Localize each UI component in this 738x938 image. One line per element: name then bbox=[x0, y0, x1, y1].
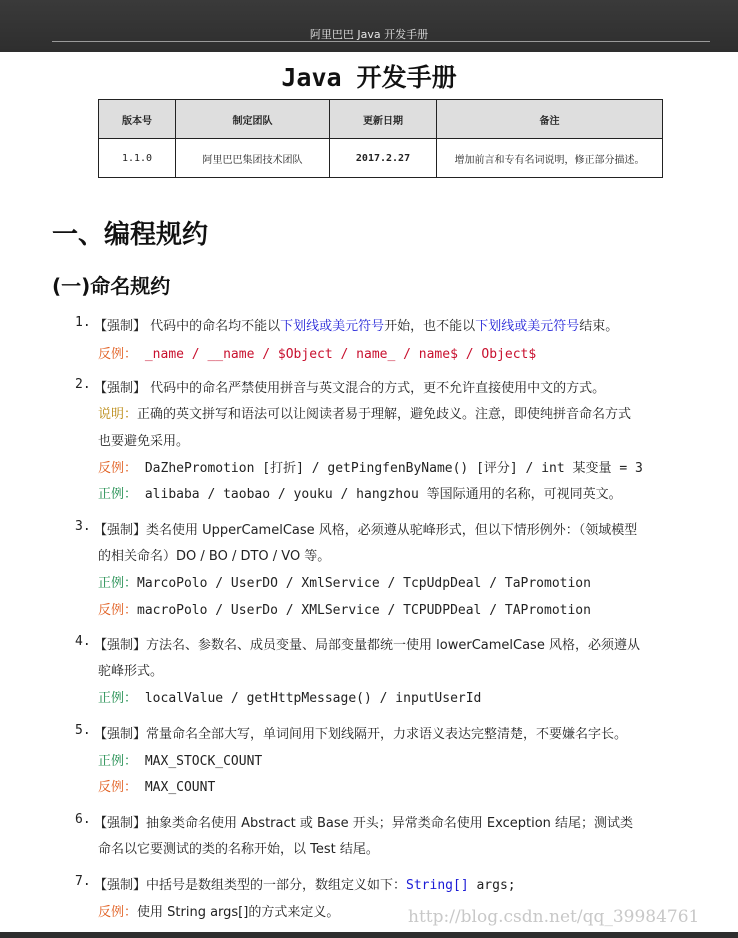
note-text: 正确的英文拼写和语法可以让阅读者易于理解，避免歧义。注意，即使纯拼音命名方式 bbox=[137, 407, 632, 422]
note-2 bbox=[98, 403, 631, 422]
rule-text: 的相关命名）DO / BO / DTO / VO 等。 bbox=[98, 549, 331, 564]
note-2-cont bbox=[98, 430, 189, 449]
counter-example-2 bbox=[98, 457, 643, 476]
header-remark: 备注 bbox=[437, 100, 663, 139]
note-label: 说明： bbox=[98, 407, 138, 422]
rule-text: 命名以它要测试的类的名称开始，以 Test 结尾。 bbox=[98, 842, 379, 857]
rule-text: 代码中的命名均不能以 bbox=[146, 319, 281, 334]
example-5 bbox=[98, 750, 262, 769]
highlight-text: 下划线或美元符号 bbox=[475, 319, 580, 334]
example-3 bbox=[98, 572, 591, 591]
rule-number: 3. bbox=[75, 519, 91, 534]
rule-number: 2. bbox=[75, 377, 91, 392]
counter-example-code: MAX_COUNT bbox=[137, 780, 216, 795]
watermark: http://blog.csdn.net/qq_39984761 bbox=[408, 907, 700, 927]
rule-text: 抽象类命名使用 Abstract 或 Base 开头；异常类命名使用 Exception 结尾；测试类 bbox=[146, 816, 634, 831]
cell-version: 1.1.0 bbox=[99, 139, 176, 178]
counter-example-code: DaZhePromotion [打折] / getPingfenByName() [评分] / int 某变量 = 3 bbox=[137, 461, 643, 476]
counter-example-label: 反例： bbox=[98, 780, 138, 795]
cell-remark: 增加前言和专有名词说明，修正部分描述。 bbox=[437, 139, 663, 178]
rule-text: 方法名、参数名、成员变量、局部变量都统一使用 lowerCamelCase 风格，必须遵从 bbox=[146, 638, 640, 653]
document-page bbox=[0, 52, 738, 932]
rule-number: 7. bbox=[75, 874, 91, 889]
header-version: 版本号 bbox=[99, 100, 176, 139]
counter-example-7 bbox=[98, 901, 339, 920]
rule-6-cont bbox=[98, 838, 379, 857]
rule-text: args; bbox=[468, 878, 516, 893]
counter-example-text: 使用 String args[]的方式来定义。 bbox=[137, 905, 340, 920]
table-row bbox=[99, 139, 663, 178]
header-date: 更新日期 bbox=[330, 100, 437, 139]
rule-number: 6. bbox=[75, 812, 91, 827]
rule-tag: 【强制】 bbox=[94, 319, 147, 334]
counter-example-3 bbox=[98, 599, 591, 618]
counter-example-label: 反例： bbox=[98, 347, 138, 362]
document-title: Java 开发手册 bbox=[281, 63, 457, 92]
rule-number: 5. bbox=[75, 723, 91, 738]
example-code: MAX_STOCK_COUNT bbox=[137, 754, 263, 769]
rule-tag: 【强制】 bbox=[94, 727, 147, 742]
table-header-row bbox=[99, 100, 663, 139]
rule-number: 4. bbox=[75, 634, 91, 649]
rule-text: 中括号是数组类型的一部分，数组定义如下： bbox=[146, 878, 407, 893]
counter-example-label: 反例： bbox=[98, 905, 138, 920]
subsection-heading: (一)命名规约 bbox=[52, 274, 171, 298]
highlight-text: 下划线或美元符号 bbox=[280, 319, 385, 334]
example-label: 正例： bbox=[98, 691, 138, 706]
rule-tag: 【强制】 bbox=[94, 523, 147, 538]
rule-tag: 【强制】 bbox=[94, 381, 147, 396]
cell-date: 2017.2.27 bbox=[330, 139, 437, 178]
rule-number: 1. bbox=[75, 315, 91, 330]
example-label: 正例： bbox=[98, 487, 138, 502]
rule-text: 常量命名全部大写，单词间用下划线隔开，力求语义表达完整清楚，不要嫌名字长。 bbox=[146, 727, 628, 742]
example-code: MarcoPolo / UserDO / XmlService / TcpUdpDeal / TaPromotion bbox=[137, 576, 591, 591]
rule-text: 结束。 bbox=[579, 319, 619, 334]
cell-team: 阿里巴巴集团技术团队 bbox=[176, 139, 330, 178]
counter-example-code: _name / __name / $Object / name_ / name$ / Object$ bbox=[137, 347, 537, 362]
note-text: 也要避免采用。 bbox=[98, 434, 190, 449]
section-heading: 一、编程规约 bbox=[52, 220, 209, 250]
rule-text: 代码中的命名严禁使用拼音与英文混合的方式，更不允许直接使用中文的方式。 bbox=[146, 381, 606, 396]
running-header: 阿里巴巴 Java 开发手册 bbox=[309, 28, 429, 41]
counter-example-label: 反例： bbox=[98, 603, 138, 618]
rule-tag: 【强制】 bbox=[94, 638, 147, 653]
example-label: 正例： bbox=[98, 754, 138, 769]
header-team: 制定团队 bbox=[176, 100, 330, 139]
header-rule bbox=[52, 41, 710, 42]
example-2 bbox=[98, 483, 622, 502]
example-code: localValue / getHttpMessage() / inputUserId bbox=[137, 691, 482, 706]
rule-tag: 【强制】 bbox=[94, 816, 147, 831]
counter-example-1 bbox=[98, 343, 536, 362]
rule-4-cont bbox=[98, 660, 163, 679]
example-4 bbox=[98, 687, 481, 706]
bottom-bar bbox=[0, 932, 738, 938]
rule-text: 开始，也不能以 bbox=[384, 319, 476, 334]
counter-example-label: 反例： bbox=[98, 461, 138, 476]
counter-example-code: macroPolo / UserDo / XMLService / TCPUDPDeal / TAPromotion bbox=[137, 603, 591, 618]
example-label: 正例： bbox=[98, 576, 138, 591]
counter-example-5 bbox=[98, 776, 215, 795]
highlight-code: String[] bbox=[406, 878, 469, 893]
version-table bbox=[98, 99, 663, 178]
example-code: alibaba / taobao / youku / hangzhou 等国际通用的名称，可视同英文。 bbox=[137, 487, 622, 502]
rule-text: 类名使用 UpperCamelCase 风格，必须遵从驼峰形式，但以下情形例外：（领域模型 bbox=[146, 523, 638, 538]
rule-tag: 【强制】 bbox=[94, 878, 147, 893]
rule-text: 驼峰形式。 bbox=[98, 664, 164, 679]
rule-3-cont bbox=[98, 545, 330, 564]
